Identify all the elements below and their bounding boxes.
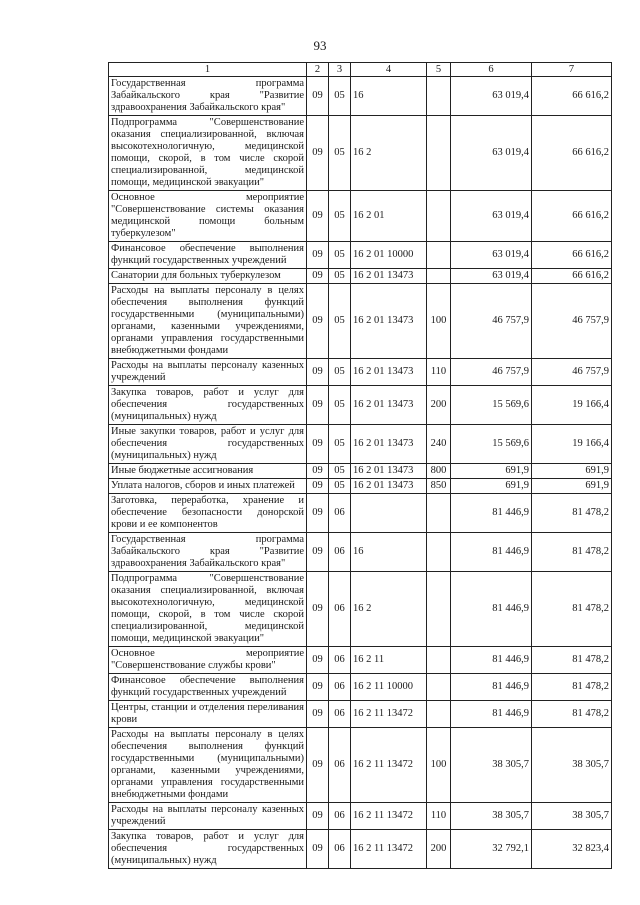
table-row	[109, 674, 612, 701]
row-amount-year2: 81 478,2	[532, 701, 612, 728]
row-name: Расходы на выплаты персоналу казенных учреждений	[109, 803, 307, 830]
table-row	[109, 572, 612, 647]
row-subsection: 05	[329, 269, 351, 284]
row-subsection: 06	[329, 803, 351, 830]
row-subsection: 06	[329, 494, 351, 533]
row-name: Закупка товаров, работ и услуг для обеспечения государственных (муниципальных) нужд	[109, 386, 307, 425]
row-expense-type: 200	[427, 386, 451, 425]
row-expense-type: 200	[427, 830, 451, 869]
row-section: 09	[307, 464, 329, 479]
table-row	[109, 116, 612, 191]
row-amount-year2: 66 616,2	[532, 242, 612, 269]
row-amount-year2: 32 823,4	[532, 830, 612, 869]
row-subsection: 05	[329, 464, 351, 479]
row-amount-year2: 19 166,4	[532, 386, 612, 425]
table-row	[109, 269, 612, 284]
table-row	[109, 77, 612, 116]
budget-table	[108, 62, 612, 869]
row-subsection: 06	[329, 572, 351, 647]
column-header: 4	[351, 63, 427, 77]
column-header: 3	[329, 63, 351, 77]
row-amount-year2: 66 616,2	[532, 269, 612, 284]
row-subsection: 05	[329, 284, 351, 359]
table-header	[109, 63, 612, 77]
row-subsection: 05	[329, 359, 351, 386]
row-expense-type: 110	[427, 803, 451, 830]
table-row	[109, 242, 612, 269]
row-name: Государственная программа Забайкальского края "Развитие здравоохранения Забайкальского края"	[109, 533, 307, 572]
row-subsection: 05	[329, 77, 351, 116]
table-row	[109, 359, 612, 386]
column-header: 1	[109, 63, 307, 77]
table-row	[109, 494, 612, 533]
row-amount-year2: 81 478,2	[532, 533, 612, 572]
page-number: 93	[313, 38, 327, 53]
row-amount-year1: 32 792,1	[451, 830, 532, 869]
row-amount-year1: 63 019,4	[451, 191, 532, 242]
table-row	[109, 386, 612, 425]
row-name: Основное мероприятие "Совершенствование системы оказания медицинской помощи больным туберкулезом"	[109, 191, 307, 242]
row-expense-type	[427, 494, 451, 533]
row-target-article: 16	[351, 77, 427, 116]
table-body	[109, 77, 612, 869]
row-amount-year2: 66 616,2	[532, 77, 612, 116]
row-expense-type	[427, 77, 451, 116]
row-section: 09	[307, 479, 329, 494]
row-name: Центры, станции и отделения переливания крови	[109, 701, 307, 728]
row-amount-year1: 81 446,9	[451, 647, 532, 674]
row-section: 09	[307, 242, 329, 269]
row-amount-year2: 66 616,2	[532, 116, 612, 191]
row-section: 09	[307, 77, 329, 116]
row-amount-year1: 691,9	[451, 464, 532, 479]
row-target-article: 16 2 01 13473	[351, 479, 427, 494]
row-name: Подпрограмма "Совершенствование оказания специализированной, включая высокотехнологичную, медицинской помощи, скорой, в том числе скорой специализированной, медицинской помощи, медицинской эвакуации"	[109, 572, 307, 647]
row-expense-type	[427, 572, 451, 647]
row-expense-type	[427, 269, 451, 284]
row-target-article: 16 2	[351, 116, 427, 191]
row-amount-year2: 691,9	[532, 479, 612, 494]
row-name: Расходы на выплаты персоналу казенных учреждений	[109, 359, 307, 386]
row-amount-year1: 63 019,4	[451, 242, 532, 269]
row-target-article: 16 2 01 13473	[351, 425, 427, 464]
row-amount-year1: 63 019,4	[451, 77, 532, 116]
row-amount-year1: 81 446,9	[451, 572, 532, 647]
row-subsection: 06	[329, 647, 351, 674]
table-row	[109, 701, 612, 728]
row-amount-year1: 46 757,9	[451, 284, 532, 359]
row-amount-year1: 63 019,4	[451, 116, 532, 191]
row-section: 09	[307, 830, 329, 869]
row-expense-type	[427, 533, 451, 572]
row-subsection: 06	[329, 830, 351, 869]
row-amount-year2: 81 478,2	[532, 674, 612, 701]
row-name: Финансовое обеспечение выполнения функций государственных учреждений	[109, 242, 307, 269]
row-name: Основное мероприятие "Совершенствование службы крови"	[109, 647, 307, 674]
row-target-article: 16 2 11 13472	[351, 830, 427, 869]
row-expense-type	[427, 116, 451, 191]
row-section: 09	[307, 674, 329, 701]
row-amount-year1: 81 446,9	[451, 494, 532, 533]
row-section: 09	[307, 425, 329, 464]
row-name: Уплата налогов, сборов и иных платежей	[109, 479, 307, 494]
table-row	[109, 803, 612, 830]
row-name: Закупка товаров, работ и услуг для обеспечения государственных (муниципальных) нужд	[109, 830, 307, 869]
row-section: 09	[307, 386, 329, 425]
table-row	[109, 830, 612, 869]
row-section: 09	[307, 701, 329, 728]
row-subsection: 06	[329, 533, 351, 572]
row-expense-type	[427, 191, 451, 242]
row-name: Финансовое обеспечение выполнения функций государственных учреждений	[109, 674, 307, 701]
row-target-article: 16 2 01 13473	[351, 284, 427, 359]
table-row	[109, 533, 612, 572]
row-target-article: 16 2	[351, 572, 427, 647]
row-amount-year1: 63 019,4	[451, 269, 532, 284]
row-section: 09	[307, 269, 329, 284]
row-target-article: 16 2 11 13472	[351, 701, 427, 728]
row-section: 09	[307, 359, 329, 386]
row-amount-year2: 66 616,2	[532, 191, 612, 242]
row-name: Расходы на выплаты персоналу в целях обеспечения выполнения функций государственными (муниципальными) органами, казенными учреждениями, органами управления государственными внебюджетными фондами	[109, 284, 307, 359]
row-target-article: 16 2 01 10000	[351, 242, 427, 269]
column-header: 6	[451, 63, 532, 77]
row-amount-year1: 81 446,9	[451, 674, 532, 701]
row-name: Государственная программа Забайкальского края "Развитие здравоохранения Забайкальского края"	[109, 77, 307, 116]
row-name: Иные бюджетные ассигнования	[109, 464, 307, 479]
row-expense-type	[427, 647, 451, 674]
column-header: 7	[532, 63, 612, 77]
row-expense-type: 240	[427, 425, 451, 464]
row-amount-year1: 46 757,9	[451, 359, 532, 386]
row-amount-year1: 38 305,7	[451, 728, 532, 803]
row-target-article: 16 2 11	[351, 647, 427, 674]
row-amount-year2: 19 166,4	[532, 425, 612, 464]
row-amount-year1: 15 569,6	[451, 425, 532, 464]
row-name: Заготовка, переработка, хранение и обеспечение безопасности донорской крови и ее компонентов	[109, 494, 307, 533]
row-subsection: 05	[329, 386, 351, 425]
row-subsection: 05	[329, 242, 351, 269]
table-row	[109, 464, 612, 479]
row-amount-year2: 38 305,7	[532, 803, 612, 830]
row-name: Санатории для больных туберкулезом	[109, 269, 307, 284]
row-target-article: 16 2 11 13472	[351, 803, 427, 830]
row-name: Иные закупки товаров, работ и услуг для обеспечения государственных (муниципальных) нужд	[109, 425, 307, 464]
table-row	[109, 479, 612, 494]
row-amount-year1: 81 446,9	[451, 533, 532, 572]
row-section: 09	[307, 647, 329, 674]
row-amount-year2: 46 757,9	[532, 284, 612, 359]
row-subsection: 05	[329, 116, 351, 191]
table-row	[109, 647, 612, 674]
row-section: 09	[307, 494, 329, 533]
row-amount-year1: 81 446,9	[451, 701, 532, 728]
row-amount-year1: 691,9	[451, 479, 532, 494]
row-subsection: 05	[329, 479, 351, 494]
row-amount-year2: 81 478,2	[532, 647, 612, 674]
row-subsection: 06	[329, 674, 351, 701]
row-target-article	[351, 494, 427, 533]
row-section: 09	[307, 116, 329, 191]
row-section: 09	[307, 572, 329, 647]
row-amount-year2: 691,9	[532, 464, 612, 479]
table-row	[109, 191, 612, 242]
row-subsection: 06	[329, 728, 351, 803]
row-section: 09	[307, 191, 329, 242]
row-expense-type: 100	[427, 284, 451, 359]
row-target-article: 16 2 01 13473	[351, 269, 427, 284]
row-name: Расходы на выплаты персоналу в целях обеспечения выполнения функций государственными (муниципальными) органами, казенными учреждениями, органами управления государственными внебюджетными фондами	[109, 728, 307, 803]
table-row	[109, 284, 612, 359]
row-target-article: 16 2 01	[351, 191, 427, 242]
row-expense-type: 110	[427, 359, 451, 386]
row-name: Подпрограмма "Совершенствование оказания специализированной, включая высокотехнологичную, медицинской помощи, скорой, в том числе скорой специализированной, медицинской помощи, медицинской эвакуации"	[109, 116, 307, 191]
row-section: 09	[307, 533, 329, 572]
row-target-article: 16	[351, 533, 427, 572]
row-target-article: 16 2 01 13473	[351, 359, 427, 386]
row-amount-year2: 81 478,2	[532, 494, 612, 533]
row-subsection: 05	[329, 425, 351, 464]
column-header: 2	[307, 63, 329, 77]
row-expense-type	[427, 674, 451, 701]
row-section: 09	[307, 728, 329, 803]
row-expense-type	[427, 701, 451, 728]
row-target-article: 16 2 11 10000	[351, 674, 427, 701]
table-row	[109, 728, 612, 803]
row-section: 09	[307, 803, 329, 830]
table-row	[109, 425, 612, 464]
row-amount-year2: 81 478,2	[532, 572, 612, 647]
row-expense-type	[427, 242, 451, 269]
row-amount-year1: 15 569,6	[451, 386, 532, 425]
column-header: 5	[427, 63, 451, 77]
row-amount-year2: 46 757,9	[532, 359, 612, 386]
row-amount-year2: 38 305,7	[532, 728, 612, 803]
row-amount-year1: 38 305,7	[451, 803, 532, 830]
row-subsection: 05	[329, 191, 351, 242]
row-target-article: 16 2 01 13473	[351, 386, 427, 425]
row-target-article: 16 2 11 13472	[351, 728, 427, 803]
row-section: 09	[307, 284, 329, 359]
row-expense-type: 850	[427, 479, 451, 494]
row-subsection: 06	[329, 701, 351, 728]
row-expense-type: 800	[427, 464, 451, 479]
row-expense-type: 100	[427, 728, 451, 803]
row-target-article: 16 2 01 13473	[351, 464, 427, 479]
